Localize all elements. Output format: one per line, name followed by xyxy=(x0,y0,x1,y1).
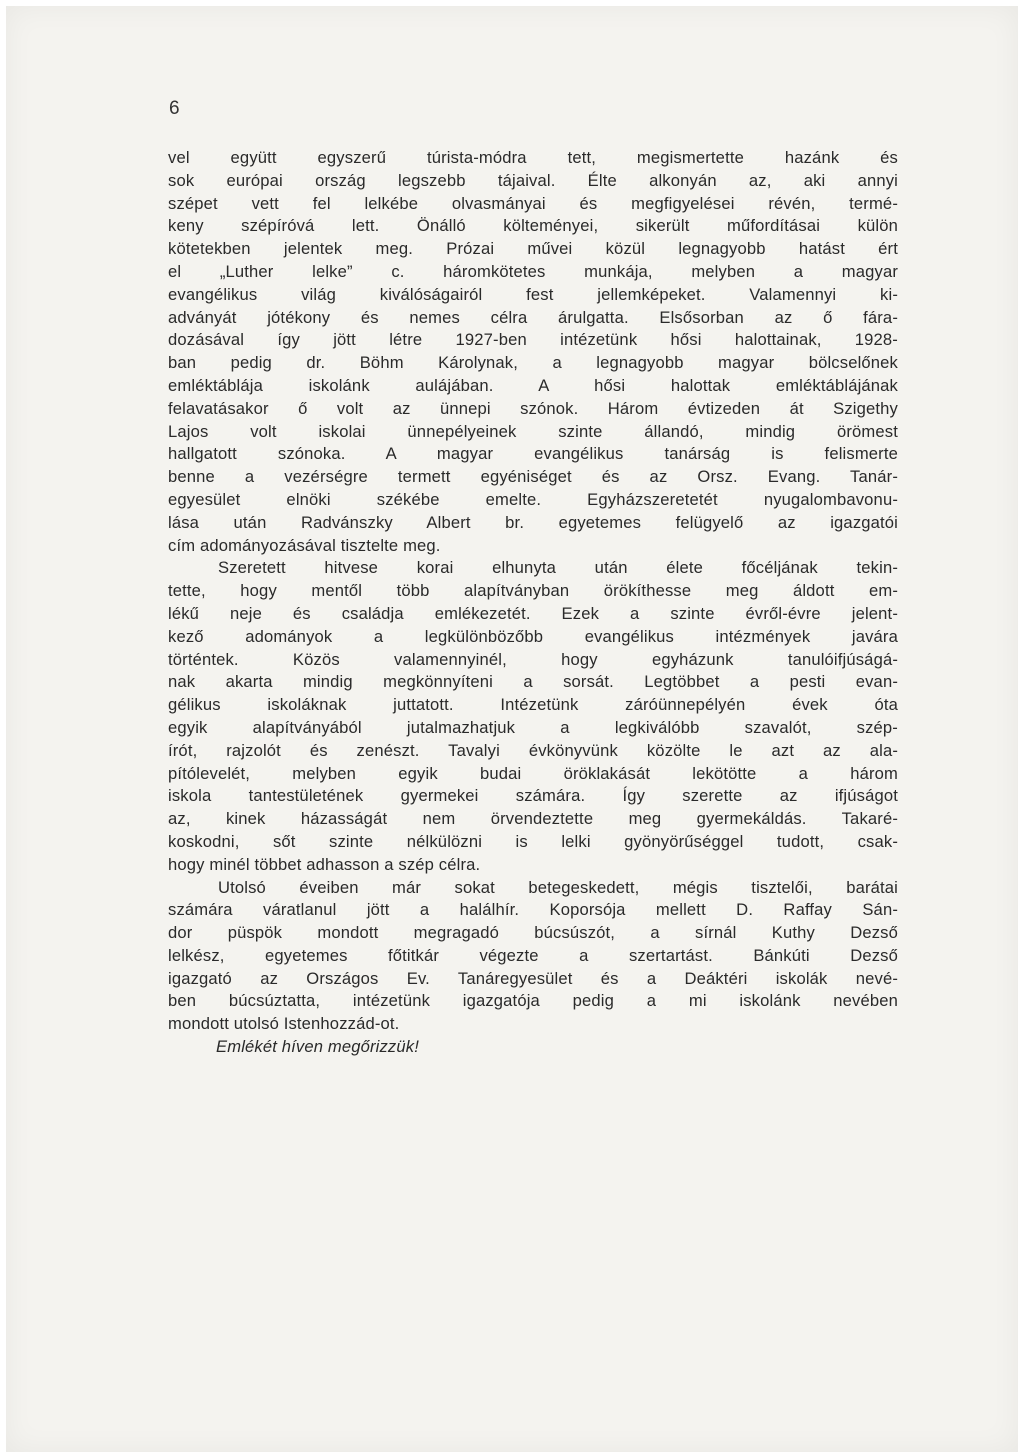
paragraph-first-line: Szeretett hitvese korai elhunyta után élete főcéljának tekin- xyxy=(218,558,898,578)
text-line: hallgatott szónoka. A magyar evangélikus tanárság is felismerte xyxy=(168,444,898,464)
text-line: benne a vezérségre termett egyéniséget és az Orsz. Evang. Tanár- xyxy=(168,467,898,487)
text-line: nak akarta mindig megkönnyíteni a sorsát. Legtöbbet a pesti evan- xyxy=(168,672,898,692)
body-text xyxy=(168,147,898,1059)
text-line: lelkész, egyetemes főtitkár végezte a szertartást. Bánkúti Dezső xyxy=(168,945,898,965)
text-line: igazgató az Országos Ev. Tanáregyesület és a Deáktéri iskolák nevé- xyxy=(168,968,898,988)
text-line: lása után Radvánszky Albert br. egyetemes felügyelő az igazgatói xyxy=(168,512,898,532)
text-line: emléktáblája iskolánk aulájában. A hősi halottak emléktáblájának xyxy=(168,375,898,395)
text-line: ban pedig dr. Böhm Károlynak, a legnagyobb magyar bölcselőnek xyxy=(168,353,898,373)
text-line: pítólevelét, melyben egyik budai öröklakását lekötötte a három xyxy=(168,763,898,783)
text-line: vel együtt egyszerű túrista-módra tett, megismertette hazánk és xyxy=(168,148,898,167)
text-line: ben búcsúztatta, intézetünk igazgatója pedig a mi iskolánk nevében xyxy=(168,991,898,1011)
text-line: Lajos volt iskolai ünnepélyeinek szinte állandó, mindig örömest xyxy=(168,421,898,441)
text-line: el „Luther lelke” c. háromkötetes munkája, melyben a magyar xyxy=(168,261,898,281)
text-line: történtek. Közös valamennyinél, hogy egyházunk tanulóifjúságá- xyxy=(168,649,898,669)
text-line: gélikus iskoláknak juttatott. Intézetünk záróünnepélyén évek óta xyxy=(168,695,898,715)
text-line: számára váratlanul jött a halálhír. Koporsója mellett D. Raffay Sán- xyxy=(168,900,898,920)
text-line: dozásával így jött létre 1927-ben intézetünk hősi halottainak, 1928- xyxy=(168,330,898,350)
paragraph-first-line: Utolsó éveiben már sokat betegeskedett, mégis tisztelői, barátai xyxy=(218,877,898,897)
text-line: keny szépíróvá lett. Önálló költeményei, sikerült műfordításai külön xyxy=(168,216,898,236)
text-line: szépet vett fel lelkébe olvasmányai és megfigyelései révén, termé- xyxy=(168,193,898,213)
document-page xyxy=(6,6,1018,1452)
text-line: sok európai ország legszebb tájaival. Élte alkonyán az, aki annyi xyxy=(168,170,898,190)
paragraph-last-line: hogy minél többet adhasson a szép célra. xyxy=(168,854,481,874)
text-line: adványát jótékony és nemes célra árulgatta. Elsősorban az ő fára- xyxy=(168,307,898,327)
closing-line: Emlékét híven megőrizzük! xyxy=(216,1037,419,1057)
text-line: kötetekben jelentek meg. Prózai művei közül legnagyobb hatást ért xyxy=(168,239,898,259)
text-line: iskola tantestületének gyermekei számára. Így szerette az ifjúságot xyxy=(168,786,898,806)
text-line: evangélikus világ kiválóságairól fest jellemképeket. Valamennyi ki- xyxy=(168,284,898,304)
text-line: egyik alapítványából jutalmazhatjuk a legkiválóbb szavalót, szép- xyxy=(168,717,898,737)
text-line: írót, rajzolót és zenészt. Tavalyi évkönyvünk közölte le azt az ala- xyxy=(168,740,898,760)
text-line: dor püspök mondott megragadó búcsúszót, a sírnál Kuthy Dezső xyxy=(168,923,898,943)
text-line: felavatásakor ő volt az ünnepi szónok. Három évtizeden át Szigethy xyxy=(168,398,898,418)
paragraph-last-line: mondott utolsó Istenhozzád-ot. xyxy=(168,1014,400,1034)
text-line: egyesület elnöki székébe emelte. Egyházszeretetét nyugalombavonu- xyxy=(168,489,898,509)
text-line: lékű neje és családja emlékezetét. Ezek a szinte évről-évre jelent- xyxy=(168,603,898,623)
text-line: koskodni, sőt szinte nélkülözni is lelki gyönyörűséggel tudott, csak- xyxy=(168,831,898,851)
text-line: tette, hogy mentől több alapítványban örökíthesse meg áldott em- xyxy=(168,581,898,601)
text-line: kező adományok a legkülönbözőbb evangélikus intézmények javára xyxy=(168,626,898,646)
text-line: az, kinek házasságát nem örvendeztette meg gyermekáldás. Takaré- xyxy=(168,809,898,829)
paragraph-last-line: cím adományozásával tisztelte meg. xyxy=(168,535,441,555)
page-number: 6 xyxy=(169,98,180,119)
